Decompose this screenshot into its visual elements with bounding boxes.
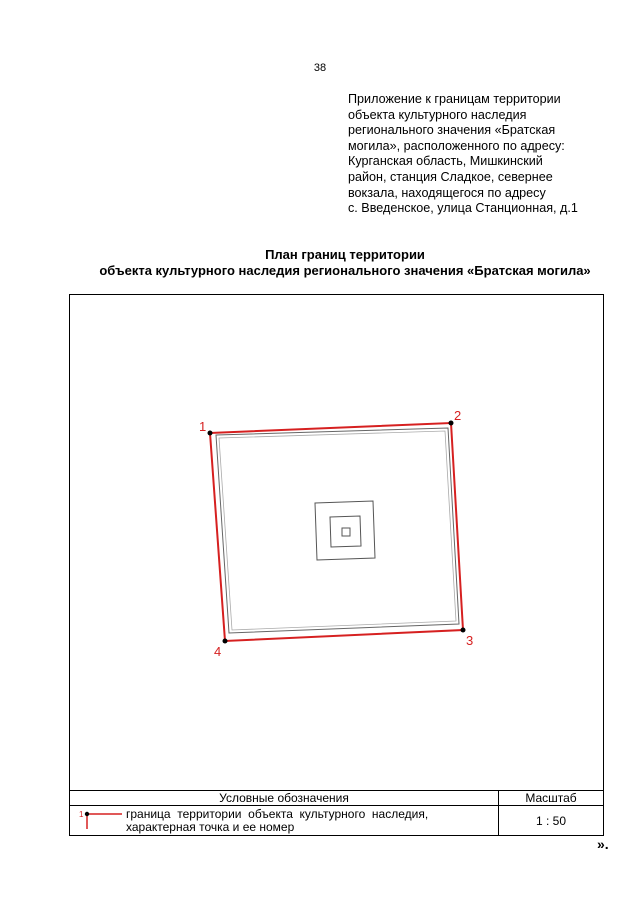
appendix-line: могила», расположенного по адресу: [348,138,565,153]
point-label-4: 4 [214,644,222,659]
appendix-line: Курганская область, Мишкинский [348,154,543,169]
point-label-1: 1 [199,419,207,434]
legend-description-line2: характерная точка и ее номер [126,820,295,834]
page-number: 38 [313,62,327,74]
legend-description-line1: граница территории объекта культурного наследия, [126,807,429,821]
scale-header: Масштаб [499,791,604,806]
appendix-line: регионального значения «Братская [348,123,556,138]
legend-boundary-symbol [74,807,126,833]
appendix-line: Приложение к границам территории [348,92,561,106]
point-label-2: 2 [454,408,462,423]
legend-table [69,790,604,836]
boundary-point [223,639,228,644]
boundary-point [449,421,454,426]
boundary-point [461,628,466,633]
point-label-3: 3 [466,633,474,648]
scale-value: 1 : 50 [499,806,604,836]
legend-header: Условные обозначения [70,791,499,806]
legend-row [70,806,604,836]
legend-cell [70,806,499,836]
site-outline [216,428,459,633]
monument-middle [330,516,361,547]
appendix-line: с. Введенское, улица Станционная, д.1 [348,201,578,216]
legend-sample-number: 1 [79,810,84,819]
legend-point [85,812,89,816]
closing-mark: ». [597,836,609,852]
monument-outer [315,501,375,560]
monument-inner [342,528,350,536]
boundary-point [208,431,213,436]
site-outline-inner [219,431,456,630]
territory-boundary [210,423,463,641]
appendix-line: район, станция Сладкое, севернее [348,169,553,184]
appendix-line: объекта культурного наследия [348,107,527,122]
plan-title-line2: объекта культурного наследия регионального значения «Братская могила» [99,263,591,278]
plan-title-line1: План границ территории [265,247,425,262]
legend-header-row [70,791,604,806]
appendix-line: вокзала, находящегося по адресу [348,185,546,200]
